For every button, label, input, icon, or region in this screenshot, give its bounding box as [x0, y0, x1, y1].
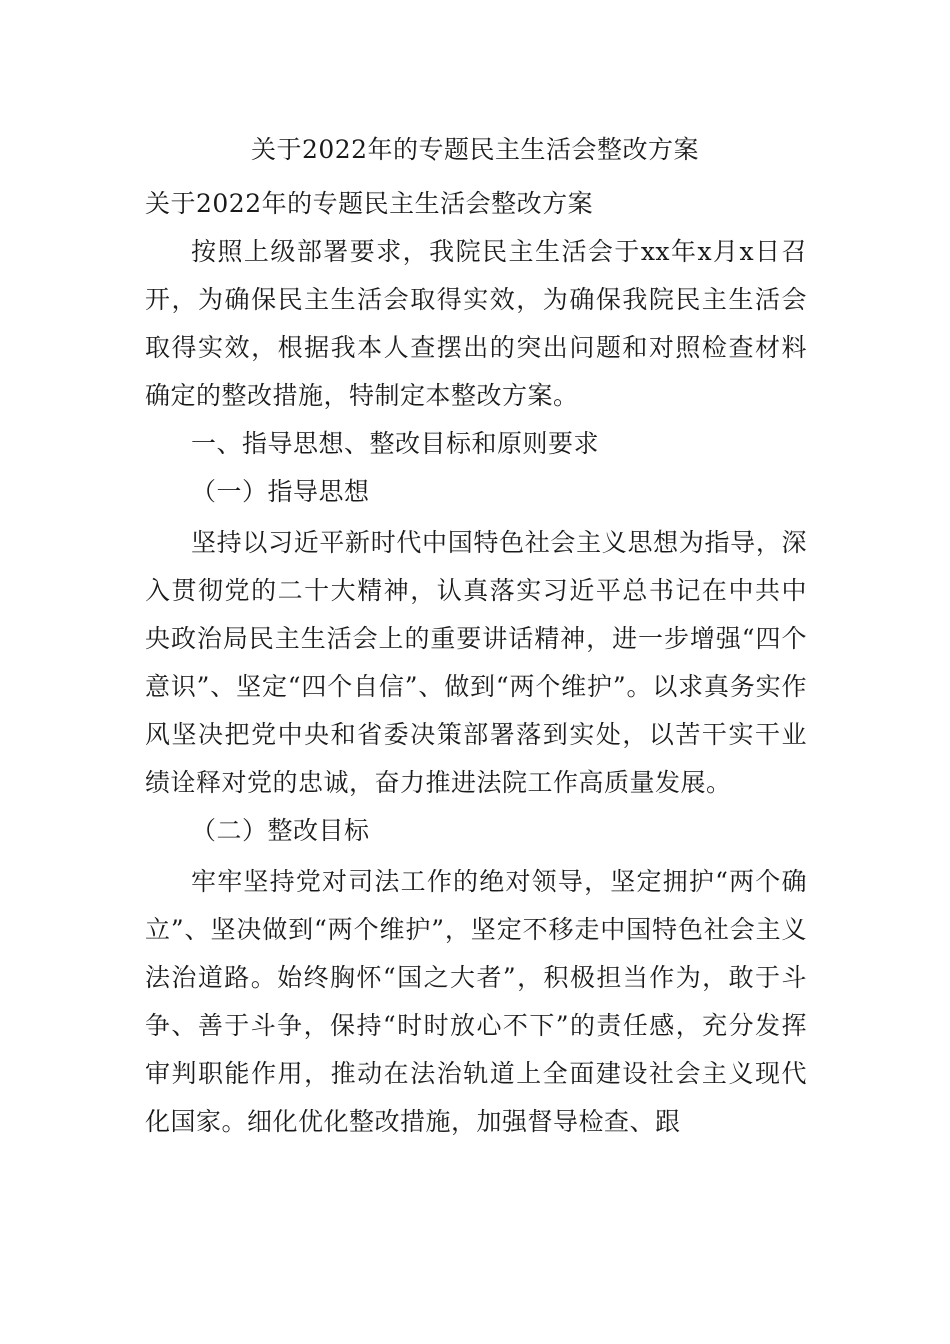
intro-paragraph: 按照上级部署要求，我院民主生活会于xx年x月x日召开，为确保民主生活会取得实效，为确保我院民主生活会取得实效，根据我本人查摆出的突出问题和对照检查材料确定的整改措施，特制定本整改方案。: [145, 237, 807, 410]
subsection-heading-rectification-goals: （二）整改目标: [191, 816, 370, 845]
document-body: [145, 180, 807, 1146]
rectification-goals-paragraph: 牢牢坚持党对司法工作的绝对领导，坚定拥护“两个确立”、坚决做到“两个维护”，坚定不移走中国特色社会主义法治道路。始终胸怀“国之大者”，积极担当作为，敢于斗争、善于斗争，保持“时时放心不下”的责任感，充分发挥审判职能作用，推动在法治轨道上全面建设社会主义现代化国家。细化优化整改措施，加强督导检查、跟: [145, 867, 807, 1136]
section-heading-1: 一、指导思想、整改目标和原则要求: [191, 429, 600, 458]
subsection-heading-guiding-thought: （一）指导思想: [191, 477, 370, 506]
document-subtitle: 关于2022年的专题民主生活会整改方案: [145, 189, 594, 218]
document-title: 关于2022年的专题民主生活会整改方案: [250, 135, 700, 164]
guiding-thought-paragraph: 坚持以习近平新时代中国特色社会主义思想为指导，深入贯彻党的二十大精神，认真落实习近平总书记在中共中央政治局民主生活会上的重要讲话精神，进一步增强“四个意识”、坚定“四个自信”、做到“两个维护”。以求真务实作风坚决把党中央和省委决策部署落到实处，以苦干实干业绩诠释对党的忠诚，奋力推进法院工作高质量发展。: [145, 528, 807, 797]
